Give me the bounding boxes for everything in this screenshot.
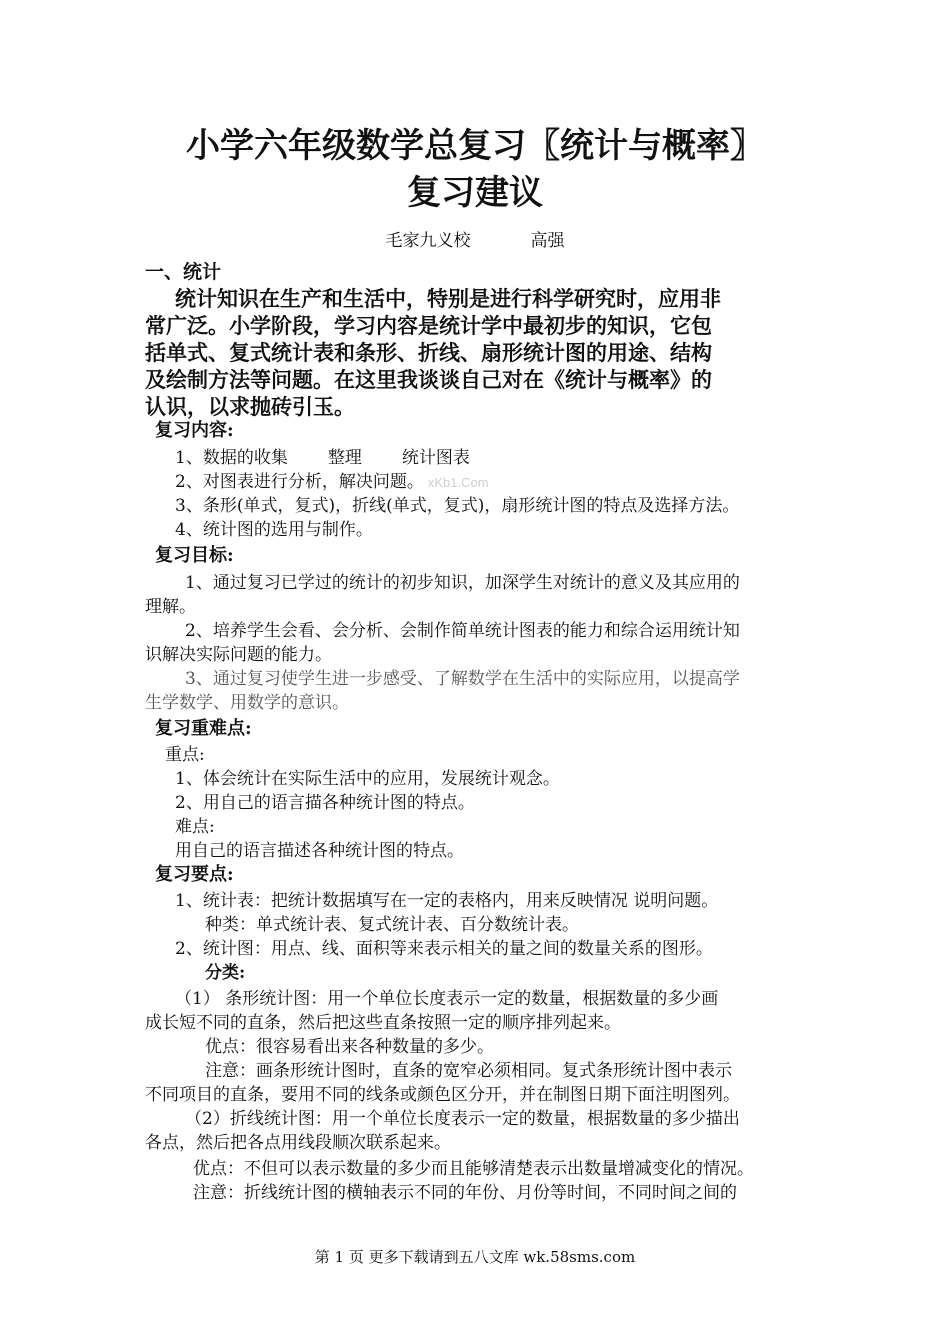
line-chart-line: 各点，然后把各点用线段顺次联系起来。 (145, 1133, 451, 1153)
content-item-2: 2、对图表进行分析，解决问题。 xKb1.Com (175, 472, 489, 492)
goal-line: 1、通过复习已学过的统计的初步知识，加深学生对统计的意义及其应用的 (185, 573, 740, 593)
goal-line: 3、通过复习使学生进一步感受、了解数学在生活中的实际应用，以提高学 (185, 669, 740, 689)
content-item-1b: 整理 (327, 448, 362, 468)
bar-chart-advantage: 优点：很容易看出来各种数量的多少。 (205, 1037, 494, 1057)
goal-line: 生学数学、用数学的意识。 (145, 693, 349, 713)
line-chart-note: 注意：折线统计图的横轴表示不同的年份、月份等时间，不同时间之间的 (193, 1183, 737, 1203)
key-label: 重点: (165, 745, 205, 765)
bar-chart-definition: 条形统计图：用一个单位长度表示一定的数量，根据数量的多少画 (225, 989, 719, 1009)
bar-chart-note: 注意：画条形统计图时，直条的宽窄必须相同。复式条形统计图中表示 (205, 1061, 732, 1081)
key-item: 1、体会统计在实际生活中的应用，发展统计观念。 (175, 769, 560, 789)
point-chart-classes: 分类: (205, 963, 246, 983)
goal-line: 2、培养学生会看、会分析、会制作简单统计图表的能力和综合运用统计知 (185, 621, 740, 641)
key-item: 2、用自己的语言描各种统计图的特点。 (175, 793, 475, 813)
goal-line: 识解决实际问题的能力。 (145, 645, 332, 665)
content-item-4: 4、统计图的选用与制作。 (175, 520, 373, 540)
school-name: 毛家九义校 (385, 231, 471, 251)
page-footer: 第 1 页 更多下载请到五八文库 wk.58sms.com (314, 1248, 636, 1266)
author-name: 高强 (530, 231, 565, 251)
point-table-kinds: 种类：单式统计表、复式统计表、百分数统计表。 (205, 915, 579, 935)
intro-line: 常广泛。小学阶段，学习内容是统计学中最初步的知识，它包 (145, 313, 712, 338)
bar-chart-number: （1） (175, 989, 220, 1009)
hard-label: 难点: (175, 817, 215, 837)
content-item-1c: 统计图表 (401, 448, 470, 468)
intro-line: 及绘制方法等问题。在这里我谈谈自己对在《统计与概率》的 (145, 367, 712, 392)
bar-chart-note: 不同项目的直条，要用不同的线条或颜色区分开，并在制图日期下面注明图列。 (145, 1085, 740, 1105)
section-heading-statistics: 一、统计 (145, 261, 222, 283)
review-goals-heading: 复习目标: (155, 545, 234, 566)
intro-line: 括单式、复式统计表和条形、折线、扇形统计图的用途、结构 (145, 340, 712, 365)
point-chart: 2、统计图：用点、线、面积等来表示相关的量之间的数量关系的图形。 (175, 939, 713, 959)
intro-line: 统计知识在生产和生活中，特别是进行科学研究时，应用非 (175, 286, 721, 311)
content-item-1a: 1、数据的收集 (175, 448, 288, 468)
author-line (0, 229, 950, 253)
review-points-heading: 复习要点: (155, 864, 234, 885)
bar-chart-line (175, 987, 718, 1011)
bar-chart-line: 成长短不同的直条，然后把这些直条按照一定的顺序排列起来。 (145, 1013, 621, 1033)
hard-item: 用自己的语言描述各种统计图的特点。 (175, 841, 464, 861)
goal-line: 理解。 (145, 597, 196, 617)
document-subtitle: 复习建议 (407, 173, 543, 213)
review-key-points-heading: 复习重难点: (155, 718, 252, 739)
content-item-3: 3、条形(单式，复式)，折线(单式，复式)，扇形统计图的特点及选择方法。 (175, 496, 740, 516)
point-table: 1、统计表：把统计数据填写在一定的表格内，用来反映情况 说明问题。 (175, 891, 719, 911)
intro-line: 认识，以求抛砖引玉。 (145, 394, 355, 419)
review-content-heading: 复习内容: (155, 420, 234, 441)
line-chart-advantage: 优点：不但可以表示数量的多少而且能够清楚表示出数量增减变化的情况。 (193, 1159, 754, 1179)
content-item-1 (175, 446, 470, 470)
watermark-text: xKb1.Com (427, 475, 489, 490)
document-title: 小学六年级数学总复习〖统计与概率〗 (186, 126, 764, 166)
line-chart-line: （2）折线统计图：用一个单位长度表示一定的数量，根据数量的多少描出 (185, 1109, 740, 1129)
